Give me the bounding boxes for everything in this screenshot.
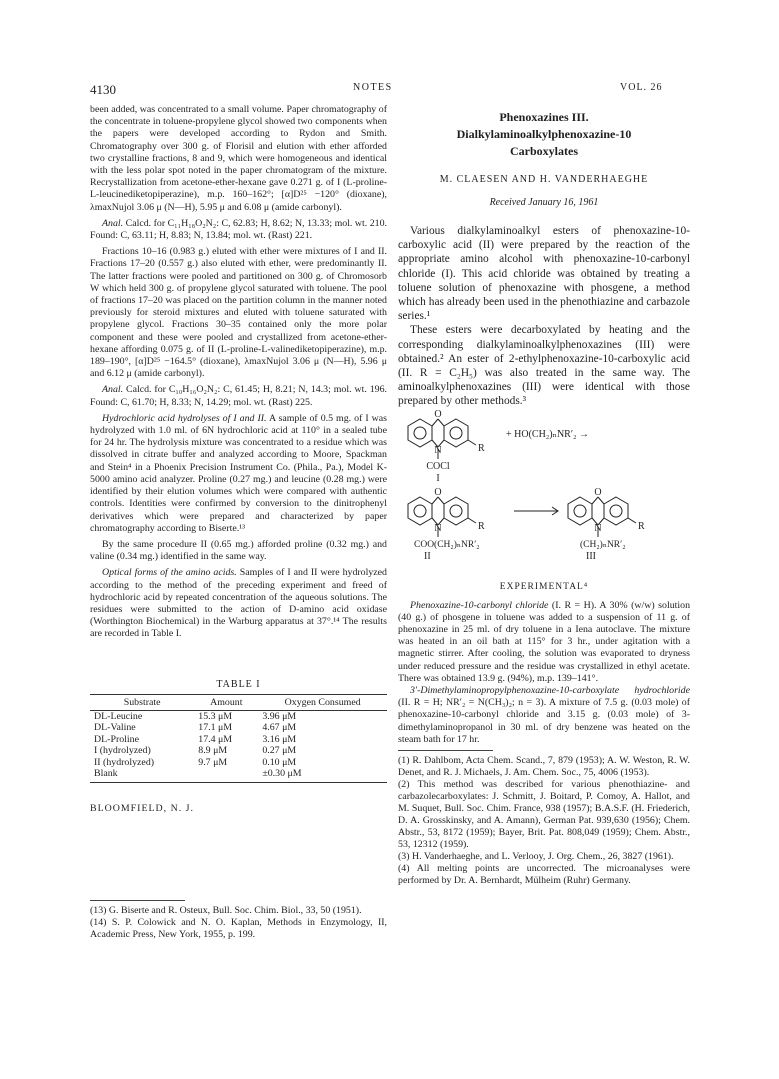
structure-III-nitrogen: N [594,522,602,534]
paragraph-hydrolyses [90,413,387,535]
structure-II-nitrogen: N [434,522,442,534]
table-header-row [90,694,387,710]
hydrolyses-lead: Hydrochloric acid hydrolyses of I and II. [102,412,267,424]
table-cell-substrate: II (hydrolyzed) [94,756,155,768]
structure-II [408,497,476,537]
running-header-section: NOTES [353,82,393,93]
paragraph-continuation: been added, was concentrated to a small volume. Paper chromatography of the concentrate in toluene-propylene glycol showed two components when the papers were developed according to Rydon and Smith. Chromatography over 300 g. of Florisil and elution with ether afforded two crystalline fractions, 8 and 9, which were homogeneous and identical with the less polar spot noted in the paper chromatogram of the mixture. Recrystallization from acetone-ether-hexane gave 0.271 g. of I (L-proline-L-leucinediketopiperazine), m.p. 160–162°; [α]D²⁵ −120° (dioxane), λmaxNujol 3.06 μ (N—H), 5.95 μ and 6.08 μ (amide carbonyl). [90,104,387,213]
table-body [90,710,387,782]
table-header-amount: Amount [194,694,258,710]
affiliation-place: BLOOMFIELD, N. J. [90,802,194,814]
analysis-2-lead: Anal. [102,384,124,396]
received-date: Received January 16, 1961 [489,197,599,208]
analysis-1-lead: Anal. [102,217,124,229]
analysis-2 [90,384,387,408]
footnote-2: (2) This method was described for various phenothiazine- and carbazolecarboxylates: J. Schmitt, J. Boitard, P. Comoy, A. Hallot, and M. Suquet, Bull. Soc. Chim. France, 938 (1957); B.A.S.F. (H. Friederich, D. A. Grosskinsky, and A. Amann), German Pat. 939,630 (1956); Chem. Abstr., 53, 8172 (1959); Bayer, Brit. Pat. 808,049 (1959); Chem. Abstr., 53, 12312 (1959). [398,779,690,851]
paragraph-fractions: Fractions 10–16 (0.983 g.) eluted with ether were mixtures of I and II. Fractions 17–20 (0.557 g.) also eluted with ether, were predominantly II. The latter fractions were pooled and partitioned on 300 g. of Chromosorb W which held 300 g. of propylene glycol saturated with toluene. The pool of fractions 17–20 was placed on the partition column in the manner noted previously for steroid mixtures and eluted with toluene saturated with propylene glycol. Fractions 30–35 contained only the more polar component and these were pooled and crystallized from acetone-ether-hexane affording 0.075 g. of II (L-proline-L-valinediketopiperazine), m.p. 189–190°, [α]D²⁵ −164.5° (dioxane), λmaxNujol 3.06 μ (N—H), 5.96 μ and 6.12 μ (amide carbonyl). [90,246,387,380]
table-cell-amount: 8.9 μM [198,745,228,757]
footnote-rule [90,900,185,901]
table-row [90,722,387,734]
structure-III-oxygen: O [594,486,602,498]
table-cell-substrate: I (hydrolyzed) [94,745,151,757]
table-row [90,768,387,782]
table-cell-amount: 17.1 μM [198,722,233,734]
structure-I-nitrogen: N [434,444,442,456]
paragraph-optical [90,567,387,640]
experimental-paragraph-1 [398,600,690,685]
footnote-4: (4) All melting points are uncorrected. The microanalyses were performed by Dr. A. Bernhardt, Mülheim (Ruhr) Germany. [398,863,690,887]
footnote-14: (14) S. P. Colowick and N. O. Kaplan, Methods in Enzymology, II, Academic Press, New York, 1955, p. 199. [90,916,387,940]
table-cell-substrate: Blank [90,768,194,782]
structure-III-r: R [638,520,645,532]
article-title-line-3: Carboxylates [510,144,578,158]
scheme-reagent: + HO(CH₂)ₙNR′₂ → [506,428,590,440]
structure-III-substituent: (CH₂)ₙNR′₂ [580,539,626,550]
table-header-oxygen: Oxygen Consumed [258,694,387,710]
structure-I-substituent: COCl [426,460,450,472]
structure-I-label: I [436,472,440,484]
table-cell-substrate: DL-Leucine [94,710,143,722]
structure-II-r: R [478,520,485,532]
article-title-line-1: Phenoxazines III. [499,110,589,124]
table-cell-oxygen: 3.96 μM [262,710,297,722]
footnote-3: (3) H. Vanderhaeghe, and L. Verlooy, J. Org. Chem., 26, 3827 (1961). [398,851,674,863]
structure-III-label: III [586,550,596,562]
table-row [90,710,387,722]
right-column [398,104,690,887]
table-cell-oxygen: ±0.30 μM [258,768,387,782]
running-header-volume: VOL. 26 [620,82,663,93]
table-cell-oxygen: 4.67 μM [262,722,297,734]
table-cell-oxygen: 0.27 μM [262,745,297,757]
left-column [90,104,387,941]
table-cell-substrate: DL-Proline [94,733,139,745]
intro-paragraph-1: Various dialkylaminoalkyl esters of phenoxazine-10-carboxylic acid (II) were prepared by the reaction of the appropriate amino alcohol with phenoxazine-10-carbonyl chloride (I). This acid chloride was obtained by treating a toluene solution of phenoxazine with phosgene, a method which has already been used in the phenothiazine and carbazole series.¹ [398,225,690,323]
structure-II-substituent: COO(CH₂)ₙNR′₂ [414,539,480,550]
footnote-1: (1) R. Dahlbom, Acta Chem. Scand., 7, 879 (1953); A. W. Weston, R. W. Denet, and R. J. Michaels, J. Am. Chem. Soc., 75, 4006 (1953). [398,755,690,779]
optical-text: Samples of I and II were hydrolyzed according to the method of the preceding experiment and freed of hydrochloric acid by repeated concentration of the aqueous solutions. The residues were submitted to the action of D-amino acid oxidase (Worthington Biochemical) in the Warburg apparatus at 37°.¹⁴ The results are recorded in Table I. [90,567,387,640]
structure-II-oxygen: O [434,486,442,498]
paragraph-same-procedure: By the same procedure II (0.65 mg.) afforded proline (0.32 mg.) and valine (0.34 mg.) identified in the same way. [90,538,387,563]
table-row [90,757,387,769]
table-row [90,734,387,746]
page-number: 4130 [90,82,116,97]
table-cell-oxygen: 0.10 μM [262,756,297,768]
article-authors: M. CLAESEN AND H. VANDERHAEGHE [439,174,649,185]
table-cell-amount: 9.7 μM [198,756,228,768]
structure-I [408,419,476,459]
table-cell-amount: 17.4 μM [198,733,233,745]
optical-lead: Optical forms of the amino acids. [102,567,237,579]
experimental-2-text: (II. R = H; NR′₂ = N(CH₃)₂; n = 3). A mixture of 7.5 g. (0.03 mole) of phenoxazine-10-carbonyl chloride and 3.15 g. (0.03 mole) of 3-dimethylaminopropanol in 30 ml. of dry benzene was heated on the steam bath for 17 hr. [398,697,690,745]
structure-II-label: II [424,550,431,562]
table-cell-substrate: DL-Valine [94,722,136,734]
footnote-13: (13) G. Biserte and R. Osteux, Bull. Soc. Chim. Biol., 33, 50 (1951). [90,904,362,916]
table-title: TABLE I [216,678,261,690]
structure-III [568,497,636,537]
structure-I-oxygen: O [434,408,442,420]
experimental-1-lead: Phenoxazine-10-carbonyl chloride [410,599,549,611]
results-table [90,694,387,783]
table-row [90,745,387,757]
footnote-rule-right [398,750,493,751]
hydrolyses-text: A sample of 0.5 mg. of I was hydrolyzed with 1.0 ml. of 6N hydrochloric acid at 110° in a sealed tube for 24 hr. The hydrolysis mixture was concentrated to a residue which was dissolved in citrate buffer and analyzed according to Moore, Spackman and Stein⁴ in a Phoenix Precision Instrument Co. (Phila., Pa.), Model K-5000 amino acid analyzer. Proline (0.27 mg.) and leucine (0.28 mg.) were identified by their elution volumes which were compared with authentic controls. Identities were confirmed by conversion to the dinitrophenyl derivatives which were prepared and characterized by paper chromatography according to Biserte.¹³ [90,412,387,534]
experimental-heading: EXPERIMENTAL⁴ [499,581,589,592]
reaction-scheme [398,409,690,567]
table-cell-amount [194,768,258,782]
experimental-paragraph-2 [398,685,690,746]
table-header-substrate: Substrate [90,694,194,710]
table-cell-oxygen: 3.16 μM [262,733,297,745]
table-cell-amount: 15.3 μM [198,710,233,722]
experimental-1-text: (I. R = H). A 30% (w/w) solution (40 g.) of phosgene in toluene was added to a suspension of 11 g. of phenoxazine in 25 ml. of dry toluene in a Iena autoclave. The mixture was heated in an oil bath at 115° for 3 hr., under agitation with a magnetic stirrer. After cooling, the solution was evaporated to dryness under reduced pressure and the residue was crystallized in ethyl acetate. There was obtained 13.9 g. (94%), m.p. 139–141°. [398,599,691,684]
analysis-2-text: Calcd. for C₁₀H₁₆O₂N₂: C, 61.45; H, 8.21; N, 14.3; mol. wt. 196. Found: C, 61.70; H, 8.33; N, 14.29; mol. wt. (Rast) 225. [90,384,387,408]
intro-paragraph-2: These esters were decarboxylated by heating and the corresponding dialkylaminoalkylphenoxazines (III) were obtained.² An ester of 2-ethylphenoxazine-10-carboxylic acid (II. R = C₂H₅) was also treated in the same way. The aminoalkylphenoxazines (III) were identical with those prepared by other methods.³ [398,324,690,408]
analysis-1-text: Calcd. for C₁₁H₁₈O₂N₂: C, 62.83; H, 8.62; N, 13.33; mol. wt. 210. Found: C, 63.11; H, 8.83; N, 13.84; mol. wt. (Rast) 221. [90,217,387,242]
analysis-1 [90,218,387,242]
experimental-2-lead: 3′-Dimethylaminopropylphenoxazine-10-carboxylate hydrochloride [410,685,690,697]
structure-I-r: R [478,442,485,454]
article-title-line-2: Dialkylaminoalkylphenoxazine-10 [456,127,632,141]
